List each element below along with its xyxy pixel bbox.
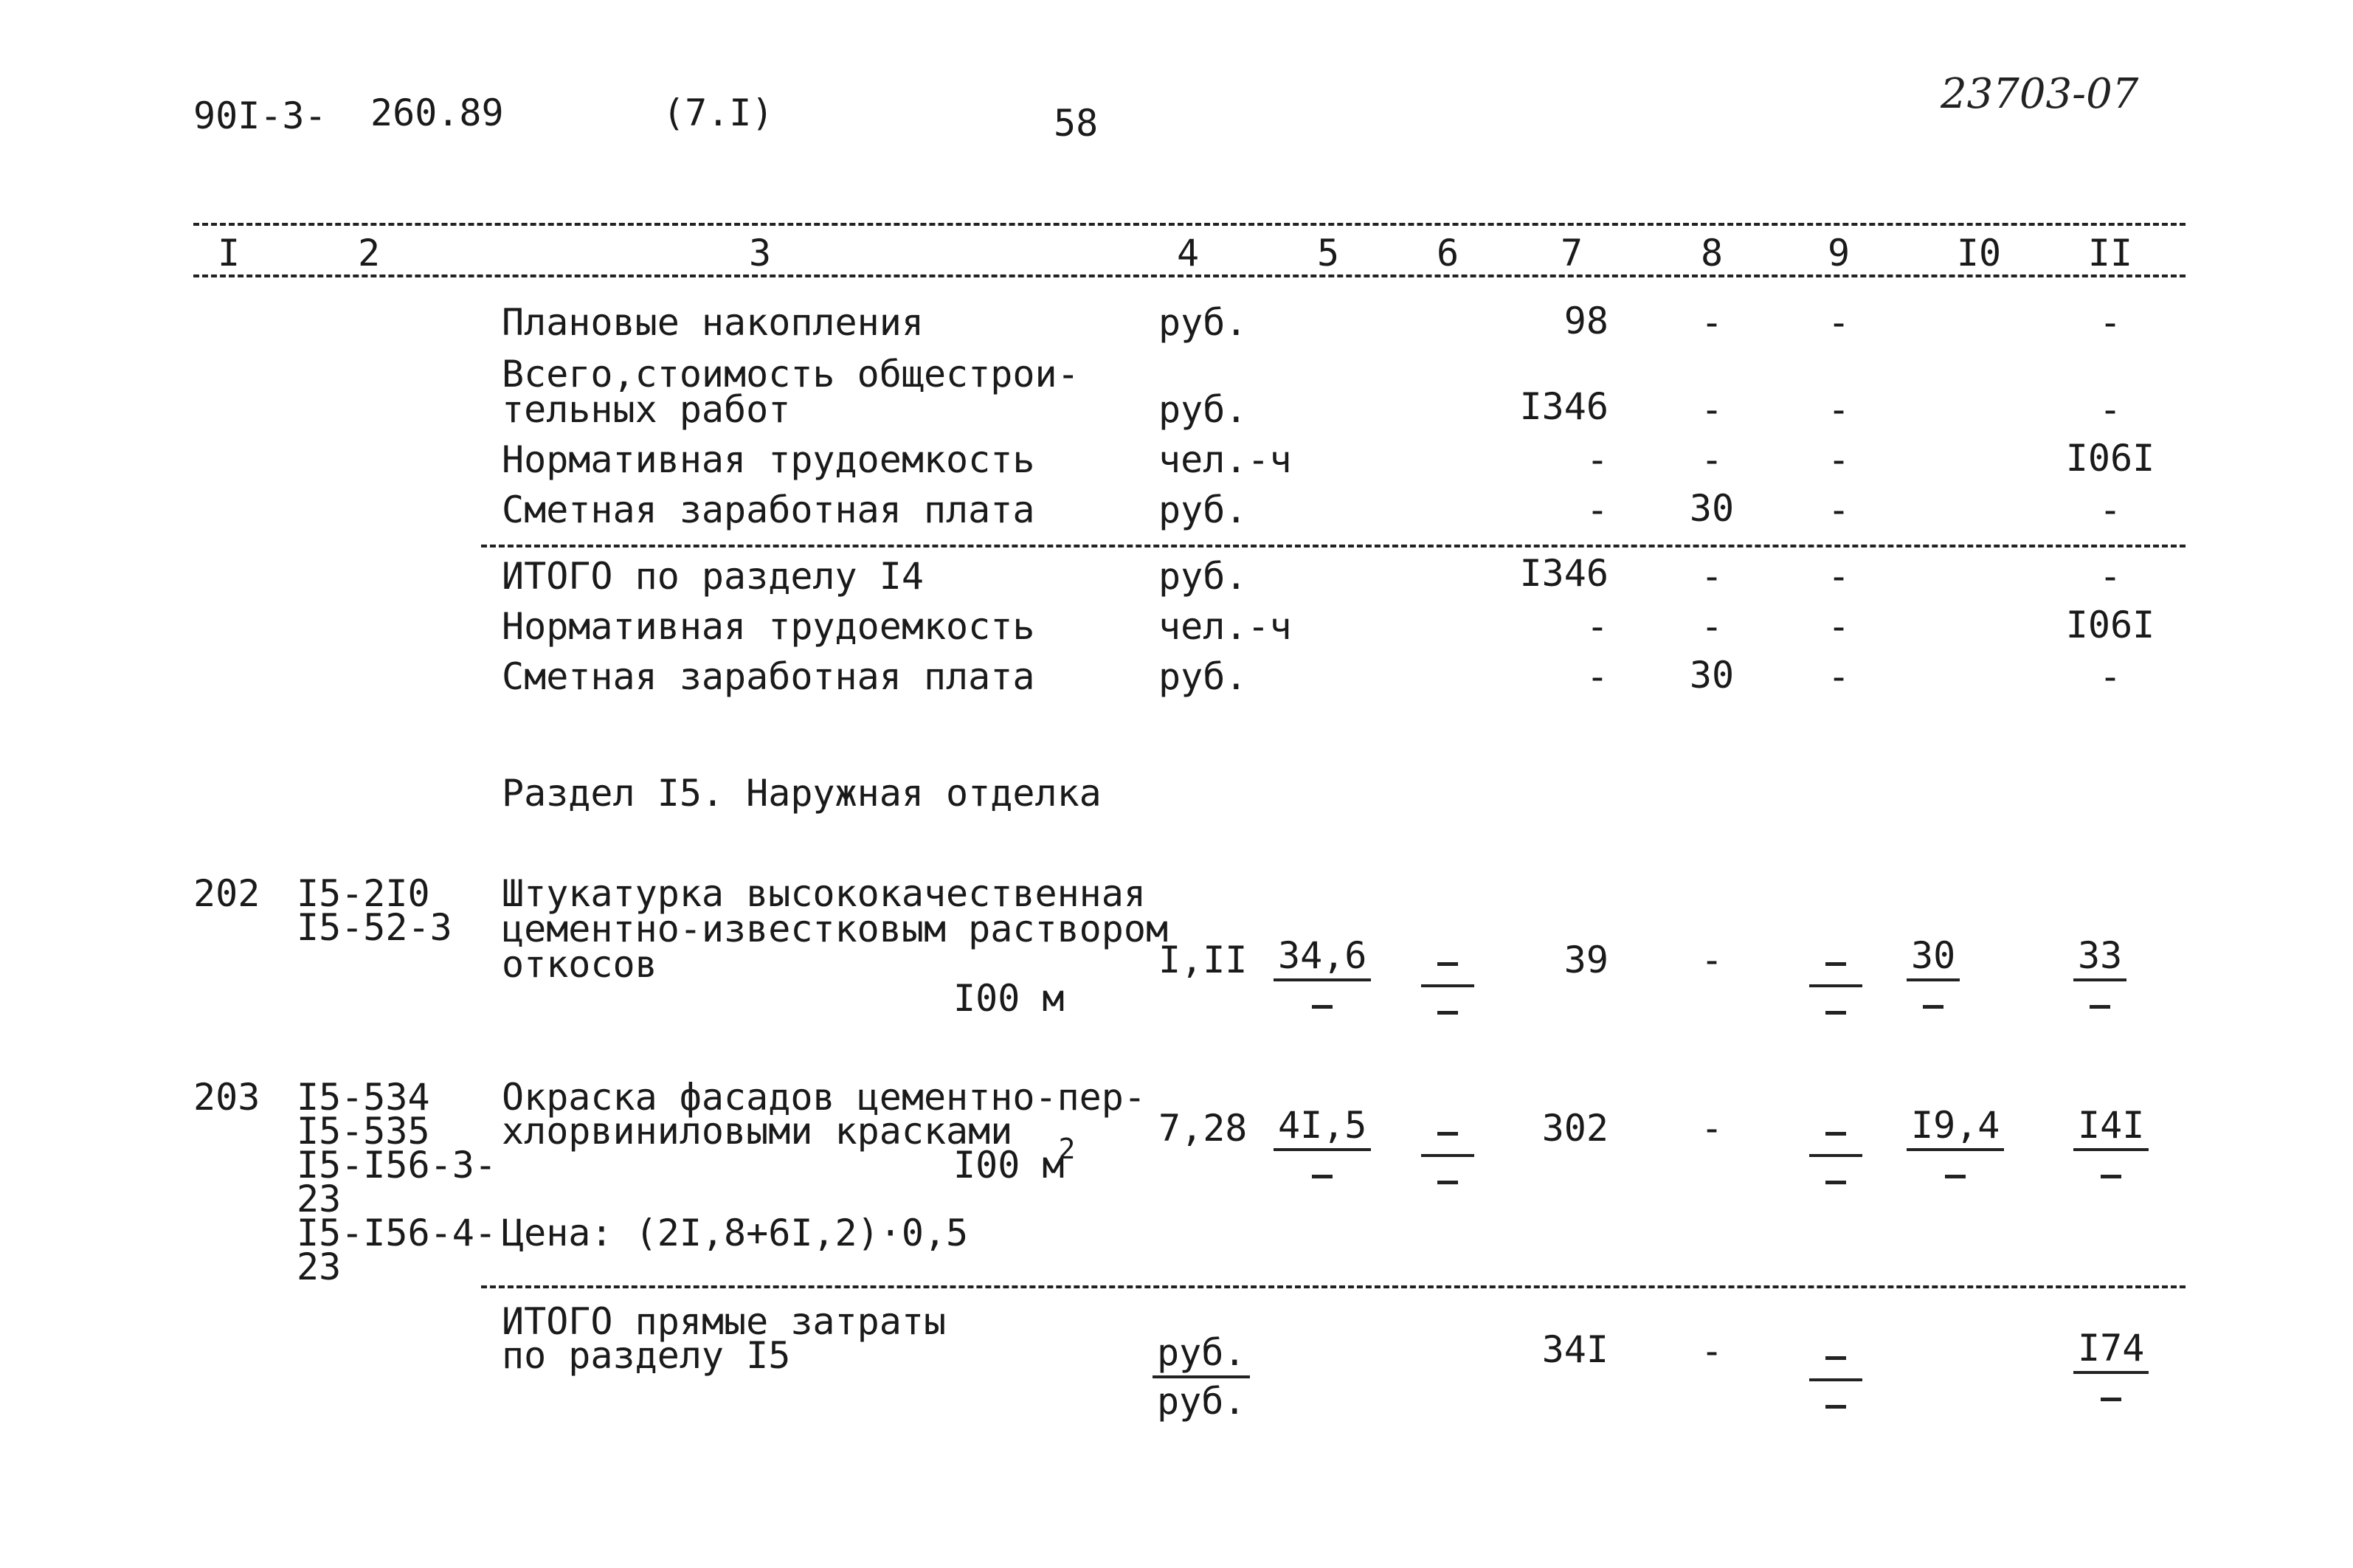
doc-series: 90I-3- (193, 94, 327, 137)
item-col10-value: I9,4 (1907, 1107, 2004, 1151)
item-col6-fraction (1421, 943, 1474, 1029)
row-unit: руб. (1158, 655, 1248, 698)
col-num-5: 5 (1316, 232, 1340, 274)
row-name: Сметная заработная плата (502, 488, 1035, 531)
item-col9-denominator (1825, 987, 1846, 1029)
total-rule (481, 1285, 2186, 1288)
row-unit: чел.-ч (1158, 438, 1292, 481)
item-col10-fraction (1907, 1104, 2004, 1192)
row-col9: - (1827, 438, 1851, 481)
item-unit-label: I00 м (953, 1144, 1065, 1187)
row-col8: - (1700, 555, 1724, 598)
col-num-2: 2 (357, 232, 381, 274)
row-unit: руб. (1158, 555, 1248, 598)
doc-number: 260.89 (370, 91, 504, 134)
row-name: Сметная заработная плата (502, 655, 1035, 698)
row-col9: - (1827, 555, 1851, 598)
row-col8: - (1700, 438, 1724, 481)
header-rule-bottom (193, 274, 2186, 277)
archive-stamp: 23703-07 (1941, 70, 2139, 118)
item-col5-fraction (1274, 934, 1371, 1023)
item-unit-exponent: 2 (1058, 1133, 1076, 1165)
col-num-6: 6 (1436, 232, 1459, 274)
item-col8: - (1700, 939, 1724, 981)
row-col11: I06I (2065, 437, 2155, 480)
row-unit: руб. (1158, 488, 1248, 531)
total-col9-fraction (1809, 1337, 1862, 1423)
row-unit: руб. (1158, 301, 1248, 344)
item-description: откосов (502, 943, 657, 986)
row-col8: 30 (1689, 487, 1735, 530)
total-unit-denominator: руб. (1157, 1380, 1246, 1423)
item-code: I5-2I0 (297, 872, 430, 915)
col-num-3: 3 (748, 232, 772, 274)
row-cost: - (1586, 605, 1609, 648)
item-description: Штукатурка высококачественная (502, 872, 1146, 915)
item-code: I5-52-3 (297, 906, 452, 949)
row-col11: - (2098, 301, 2122, 344)
item-col6-value (1421, 943, 1474, 987)
col-num-1: I (217, 232, 241, 274)
header-rule-top (193, 223, 2186, 226)
row-name-cont: тельных работ (502, 388, 791, 431)
item-description: цементно-известковым раствором (502, 908, 1169, 950)
col-num-10: I0 (1956, 232, 2002, 274)
item-col9-value (1809, 1113, 1862, 1157)
row-unit: руб. (1158, 388, 1248, 431)
row-col11: - (2098, 388, 2122, 431)
item-description: Окраска фасадов цементно-пер- (502, 1076, 1146, 1119)
album-number: (7.I) (663, 91, 774, 134)
item-description: хлорвиниловыми красками (502, 1110, 1013, 1153)
item-col6-denominator (1437, 1157, 1458, 1198)
row-name: Всего,стоимость общестрои- (502, 353, 1079, 396)
subtotal-rule (481, 545, 2186, 548)
row-name: Нормативная трудоемкость (502, 438, 1035, 481)
total-name-cont: по разделу I5 (502, 1334, 791, 1377)
row-name: Нормативная трудоемкость (502, 605, 1035, 648)
row-cost: - (1586, 488, 1609, 531)
row-name: Плановые накопления (502, 301, 924, 344)
item-col5-denominator (1312, 1151, 1333, 1192)
item-code: I5-I56-3- (297, 1144, 497, 1187)
total-col11-value: I74 (2073, 1330, 2149, 1374)
total-cost: 34I (1541, 1328, 1609, 1371)
col-num-11: II (2087, 232, 2133, 274)
col-num-4: 4 (1176, 232, 1200, 274)
item-col11-denominator (2101, 1151, 2121, 1192)
item-col6-denominator (1437, 987, 1458, 1029)
col-num-9: 9 (1827, 232, 1851, 274)
page-number: 58 (1054, 102, 1099, 145)
item-col6-value (1421, 1113, 1474, 1157)
row-col11: - (2098, 555, 2122, 598)
item-col11-value: 33 (2073, 937, 2126, 981)
item-col9-value (1809, 943, 1862, 987)
row-col8: 30 (1689, 654, 1735, 697)
row-col8: - (1700, 388, 1724, 431)
item-unit (953, 1133, 1081, 1187)
item-code: 23 (297, 1178, 342, 1220)
item-unit: I00 м (953, 977, 1065, 1020)
item-quantity: I,II (1158, 939, 1248, 981)
row-cost: I346 (1519, 552, 1609, 595)
row-cost: I346 (1519, 385, 1609, 428)
col-num-8: 8 (1700, 232, 1724, 274)
total-col11-fraction (2073, 1327, 2149, 1415)
row-col8: - (1700, 605, 1724, 648)
row-cost: 98 (1564, 300, 1609, 342)
item-number: 202 (193, 872, 260, 915)
row-col9: - (1827, 605, 1851, 648)
total-col11-denominator (2101, 1374, 2121, 1415)
item-col5-value: 4I,5 (1274, 1107, 1371, 1151)
item-col10-denominator (1923, 981, 1943, 1023)
item-col9-fraction (1809, 943, 1862, 1029)
item-col9-denominator (1825, 1157, 1846, 1198)
row-unit: чел.-ч (1158, 605, 1292, 648)
total-name: ИТОГО прямые затраты (502, 1300, 947, 1343)
total-col8: - (1700, 1330, 1724, 1372)
item-code: I5-535 (297, 1110, 430, 1153)
item-col5-value: 34,6 (1274, 937, 1371, 981)
row-cost: - (1586, 438, 1609, 481)
item-col10-denominator (1945, 1151, 1966, 1192)
item-col5-denominator (1312, 981, 1333, 1023)
item-col11-fraction (2073, 934, 2126, 1023)
row-cost: - (1586, 655, 1609, 698)
item-cost: 302 (1541, 1107, 1609, 1150)
row-col11: I06I (2065, 604, 2155, 646)
row-col11: - (2098, 488, 2122, 531)
total-unit-numerator: руб. (1153, 1334, 1250, 1378)
row-col9: - (1827, 655, 1851, 698)
item-price-formula: Цена: (2I,8+6I,2)·0,5 (502, 1212, 969, 1254)
item-col11-fraction (2073, 1104, 2149, 1192)
total-col9-denominator (1825, 1381, 1846, 1423)
row-col9: - (1827, 301, 1851, 344)
item-col11-value: I4I (2073, 1107, 2149, 1151)
total-col9-value (1809, 1337, 1862, 1381)
item-col5-fraction (1274, 1104, 1371, 1192)
item-quantity: 7,28 (1158, 1107, 1248, 1150)
row-col8: - (1700, 301, 1724, 344)
item-col8: - (1700, 1107, 1724, 1150)
item-number: 203 (193, 1076, 260, 1119)
item-cost: 39 (1564, 939, 1609, 981)
item-code: I5-I56-4- (297, 1212, 497, 1254)
item-col9-fraction (1809, 1113, 1862, 1198)
col-num-7: 7 (1560, 232, 1583, 274)
section-heading: Раздел I5. Наружная отделка (502, 772, 1102, 815)
item-col10-fraction (1907, 934, 1960, 1023)
row-col9: - (1827, 488, 1851, 531)
item-col6-fraction (1421, 1113, 1474, 1198)
total-unit-fraction (1153, 1331, 1250, 1423)
item-code: 23 (297, 1246, 342, 1288)
row-col9: - (1827, 388, 1851, 431)
row-col11: - (2098, 655, 2122, 698)
item-code: I5-534 (297, 1076, 430, 1119)
row-name: ИТОГО по разделу I4 (502, 555, 924, 598)
item-col11-denominator (2090, 981, 2110, 1023)
item-col10-value: 30 (1907, 937, 1960, 981)
